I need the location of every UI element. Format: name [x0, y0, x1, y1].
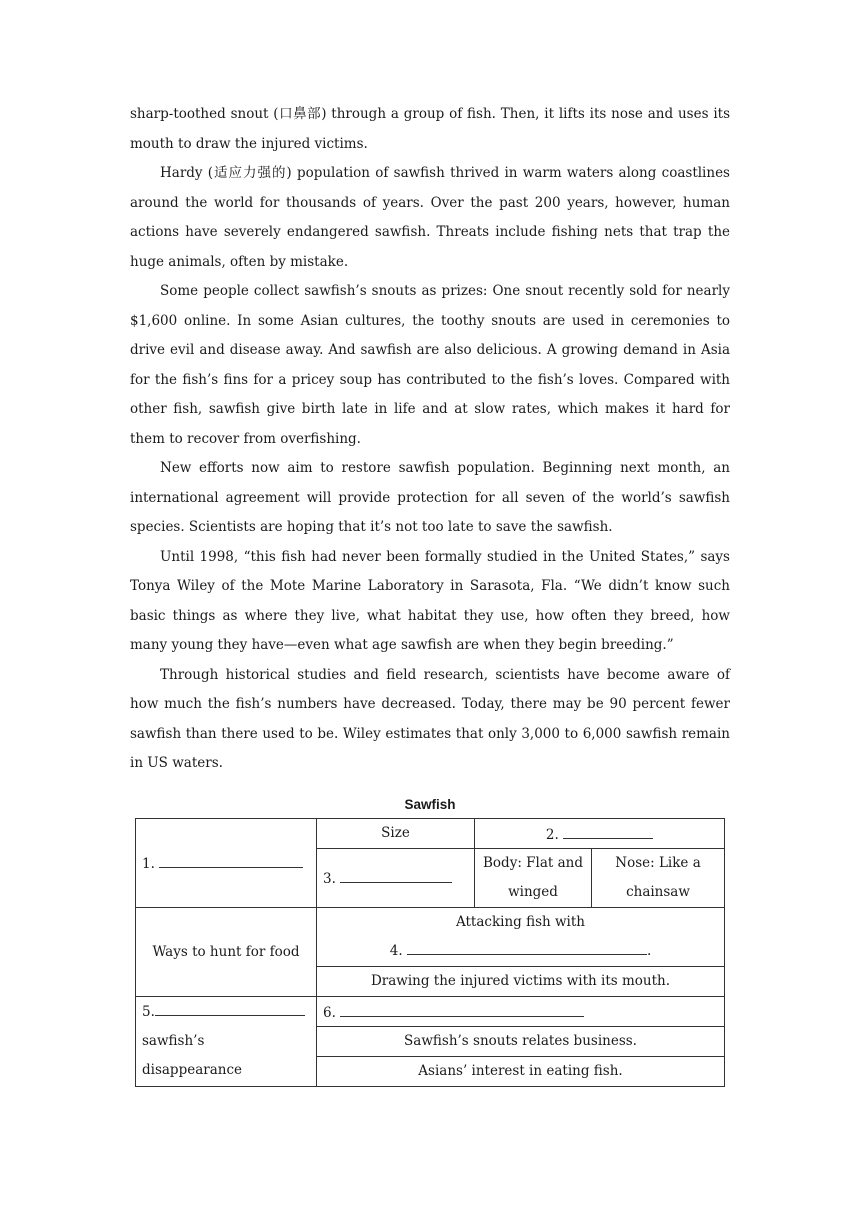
- attack-blank-row: [323, 937, 718, 966]
- cell-drawing: Drawing the injured victims with its mouth.: [317, 966, 725, 996]
- blank-2-line[interactable]: [563, 824, 653, 839]
- attack-text: Attacking fish with: [455, 913, 585, 930]
- cell-body: Body: Flat and winged: [475, 848, 592, 907]
- cell-attack: [317, 907, 725, 966]
- cell-nose: Nose: Like a chainsaw: [592, 848, 725, 907]
- blank-6-line[interactable]: [340, 1002, 584, 1017]
- blank-6-number: 6.: [323, 1004, 336, 1021]
- paragraph-4: New efforts now aim to restore sawfish population. Beginning next month, an international agreement will provide protection for all seven of the world’s sawfish species. Scientists are hoping that it’s not too late to save the sawfish.: [130, 460, 730, 535]
- cell-hunt-label: Ways to hunt for food: [136, 907, 317, 996]
- cell-reason: [136, 996, 317, 1086]
- paragraph-1: sharp-toothed snout (口鼻部) through a group of fish. Then, it lifts its nose and uses its mouth to draw the injured victims.: [130, 106, 730, 152]
- blank-1-number: 1.: [142, 856, 155, 872]
- paragraph-6: Through historical studies and field research, scientists have become aware of how much the fish’s numbers have decreased. Today, there may be 90 percent fewer sawfish than there used to be. Wiley estimates that only 3,000 to 6,000 sawfish remain in US waters.: [130, 666, 730, 771]
- cell-blank-1: [136, 818, 317, 907]
- blank-4-period: .: [646, 942, 652, 959]
- blank-5-line[interactable]: [155, 1001, 305, 1016]
- cell-blank-6: [317, 996, 725, 1026]
- table-title: Sawfish: [404, 796, 456, 812]
- blank-1-line[interactable]: [159, 853, 303, 868]
- blank-4-line[interactable]: [407, 940, 647, 955]
- sawfish-table: [135, 818, 725, 1087]
- paragraph-3: Some people collect sawfish’s snouts as prizes: One snout recently sold for nearly $1,600 online. In some Asian cultures, the toothy snouts are used in ceremonies to drive evil and disease away. And sawfish are also delicious. A growing demand in Asia for the fish’s fins for a pricey soup has contributed to the fish’s loves. Compared with other fish, sawfish give birth late in life and at slow rates, which makes it hard for them to recover from overfishing.: [130, 283, 730, 447]
- blank-4-number: 4.: [389, 942, 403, 959]
- blank-3-number: 3.: [323, 871, 336, 887]
- reason-label-line-2: disappearance: [142, 1061, 243, 1078]
- document-page: [130, 100, 730, 1087]
- cell-blank-3: [317, 848, 475, 907]
- blank-5-number: 5.: [142, 1003, 155, 1020]
- cell-size: Size: [317, 818, 475, 848]
- cell-asians: Asians’ interest in eating fish.: [317, 1056, 725, 1086]
- reason-label-line-1: sawfish’s: [142, 1032, 205, 1049]
- blank-2-number: 2.: [545, 826, 559, 843]
- blank-3-line[interactable]: [340, 868, 452, 883]
- cell-blank-2: [475, 818, 725, 848]
- cell-snouts: Sawfish’s snouts relates business.: [317, 1026, 725, 1056]
- paragraph-5: Until 1998, “this fish had never been formally studied in the United States,” says Tonya Wiley of the Mote Marine Laboratory in Sarasota, Fla. “We didn’t know such basic things as where they live, what habitat they use, how often they breed, how many young they have—even what age sawfish are when they begin breeding.”: [130, 548, 730, 653]
- paragraph-2: Hardy (适应力强的) population of sawfish thrived in warm waters along coastlines around the world for thousands of years. Over the past 200 years, however, human actions have severely endangered sawfish. Threats include fishing nets that trap the huge animals, often by mistake.: [130, 165, 730, 270]
- blank-5-row: [142, 998, 310, 1027]
